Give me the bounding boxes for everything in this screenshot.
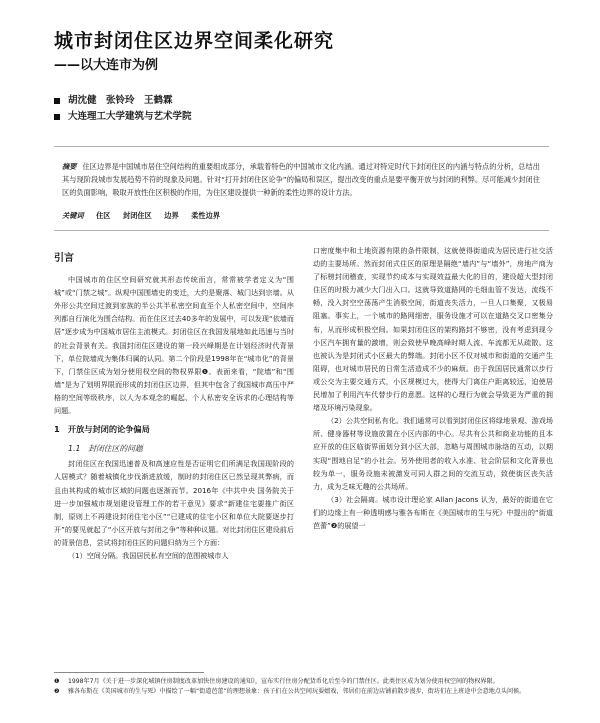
- footnote-1: [54, 677, 549, 687]
- affiliation-text: 大连理工大学建筑与艺术学院: [68, 111, 192, 122]
- keyword: 柔性边界: [191, 211, 220, 220]
- keyword: 封闭住区: [123, 211, 152, 220]
- keywords-label: 关键词: [62, 211, 84, 220]
- keywords-line: [62, 211, 230, 221]
- affiliation: [54, 108, 192, 122]
- right-paragraph-1: 口密度集中和土地资源有限的条件限制，这就使得街道成为居民进行社交活动的主要场所。然而封闭式住区的原理是隔绝“墙内”与“墙外”，房地产商为了标榜封闭稽查，实现节约成本与实现效益最大化的目的，建设超大型封闭住区的时极力减少大门出入口。这就导致道路网的毛细血管不发达，流线不畅，没入封空空荡荡产生消极空间，街道丧失活力，一旦人口集聚，又极易阻塞。事实上，一个城市的路网细密，服务设施才可以在道路交叉口密集分布，从而形成积极空间。如果封闭住区的架构路封不够密，没有考虑到现今小区汽车拥有量的激增，则会致使早晚高峰时期人流、车流都无从疏散。这也被认为是封闭式小区最大的弊端。封闭小区不仅对城市和街道的交通产生阻碍，也对城市居民的日常生活造成不少的麻烦。由于我国居民通常以步行或公交为主要交通方式，小区规模过大，使得大门离住户距离较远，迫使居民增加了利用汽车代替步行的意愿。这样的心理行为就会导致更为严重的拥堵及环境污染现象。: [313, 246, 553, 413]
- abstract-bottom-rule: [54, 230, 549, 231]
- left-column: [54, 246, 294, 562]
- author-list: [54, 92, 173, 106]
- paper-subtitle: ——以大连市为例: [54, 58, 159, 73]
- keyword: 住区: [96, 211, 111, 220]
- list-item-1: （1）空间分隔。我国居民私有空间的范围被城市人: [68, 550, 229, 560]
- square-bullet-icon: [54, 114, 60, 120]
- square-bullet-icon: [54, 98, 60, 104]
- footnote-mark: ❷: [54, 688, 60, 695]
- section-1-1-paragraph: 封闭住区在我国迅速普及和高速应性是否证明它们所满足我国现阶段的人居模式？随着城镇化步伐渐进放缓，制时的封闭住区已然呈现其弊病，而且由其构成的城市区域的问题也逐渐而节。2016年《中共中央 国务院关于进一步加强城市规划建设管理工作的若干意见》要求“新建住宅要推广街区制，原则上不再建设封闭住宅小区”“已建成的住宅小区和单位大院要逐步打开”的要见就起了“小区开放与封闭之争”等种种议题。对比封闭住区建设前后的背景信息，尝试将封闭住区的问题归纳为三个方面：: [54, 459, 294, 547]
- section-1-1-heading: 1.1 封闭住区的问题: [68, 444, 143, 454]
- abstract-label: 摘要: [62, 162, 77, 171]
- footnote-rule: [54, 672, 204, 673]
- keyword: 边界: [164, 211, 179, 220]
- abstract-top-rule: [54, 146, 549, 147]
- footnote-2: [54, 687, 549, 697]
- list-item-3: （3）社会隔离。城市设计理论家 Allan Jacons 认为，最好的街道在它们的边缘上有一种透明感与雅各布斯在《美国城市的生与死》中提出的“街道芭蕾”❷的展望一: [313, 494, 553, 530]
- section-1-heading: 1 开放与封闭的论争偏局: [54, 424, 150, 435]
- author-names: 胡沈健 张铃玲 王鹤霖: [68, 95, 173, 106]
- footnote-text: 1998年7月《关于进一步深化城镇住房制度改革加快住房建设的通知》，宣布实行住房分配货币化后至今的门禁住区。此类住区成为划分使用权空间的物权界限。: [68, 678, 499, 685]
- footnote-mark: ❶: [54, 678, 60, 685]
- intro-heading: 引言: [54, 253, 74, 264]
- list-item-2: （2）公共空间私有化。我们通常可以看到封闭住区将绿地景观、游戏场所、健身器材等设施放置在小区内部的中心。尽共有公共和商业功能的且本应开放的住区临街界面划分到小区大部，忽略与周围城市脉络的互动，以期实现“围地自足”的小社会。另外使用者的收入水准、社会阶层和文化背景也较为单一，服务设施未被激发可同人群之间的交流互动，致使街区丧失活力，成为乏味无趣的公共场所。: [313, 416, 553, 491]
- abstract-block: [62, 160, 540, 199]
- abstract-text: 住区边界是中国城市居住空间结构的重要组成部分，承载着特色的中国城市文化内涵。通过对特定时代下封闭住区的内涵与特点的分析，总结出其与现阶段城市发展趋势不符的现象及问题。针对“打开封闭住区论争”的偏局和误区，提出改变的重点是要平衡开放与封闭的利弊。尽可能减少封闭住区的负面影响，吸取开放性住区积极的作用，为住区建设提供一种新的柔性边界的设计方法。: [62, 162, 540, 197]
- footnotes: [54, 677, 549, 697]
- paper-title: 城市封闭住区边界空间柔化研究: [54, 30, 335, 52]
- intro-paragraph: 中国城市的住区空间研究就其形态传统而言，常常被学者定义为“围城”或“门禁之城”。纵观中国围墙史的变迁，大约是聚落、城门达到宗墙。从外形公共空间过渡到家族的半公共半私密空间直至个人私密空间中，空间序列都自行演化为围合结构。而在住区过去40多年的发展中，可以发现“依墙而居”逐步成为中国城市居住主流模式。封闭住区在我国发展地如此迅速与当时的社会背景有关。我国封闭住区建设的第一段兴峰期是在计划经济时代背景下，单位院墙成为集体归属的认同。第二个阶段是1998年在“城市化”的背景下，门禁住区成为划分使用权空间的物权界限❶。表面来看，“院墙”和“围墙”是为了划明界限而形成的封闭住区边界，但其中包含了我国城市高压中严格的空间等级秩序，以人为本观念的崛起、个人私密安全诉求的心理结构等问题。: [54, 275, 294, 416]
- footnote-text: 雅各布斯在《美国城市的生与死》中描绘了一幅“街道芭蕾”的理想景象：孩子们在公共空间玩耍嬉戏，邻居们在前边店铺前散步漫步，街坊们在上班途中会意地点头问候。: [68, 688, 526, 695]
- right-column: [313, 244, 553, 532]
